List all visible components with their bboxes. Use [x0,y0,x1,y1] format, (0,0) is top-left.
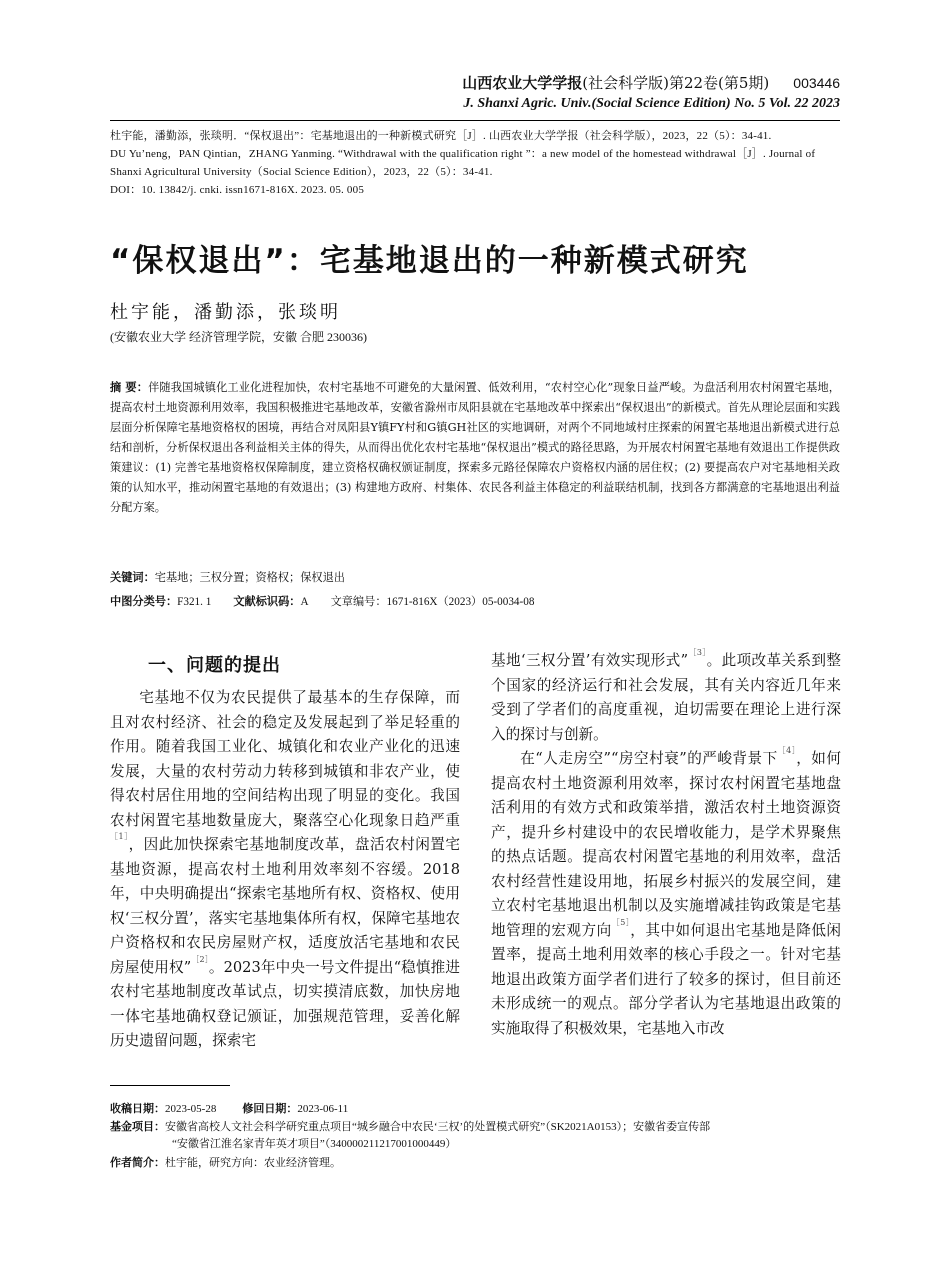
paragraph-text: 。2023年中央一号文件提出“稳慎推进农村宅基地制度改革试点，切实摸清底数，加快房地一体宅基地确权登记颁证，加强规范管理，妥善化解历史遗留问题，探索宅 [110,958,460,1049]
section-heading: 一、问题的提出 [148,655,281,676]
journal-name-en: J. Shanxi Agric. Univ. [463,96,592,111]
journal-header-cn [462,72,840,93]
paragraph-text: ，其中如何退出宅基地是降低闲置率，提高土地利用效率的核心手段之一。针对宅基地退出政策方面学者们进行了较多的探讨，但目前还未形成统一的观点。部分学者认为宅基地退出政策的实施取得了积极效果，宅基地入市改 [491,921,841,1037]
fund-text: 安徽省高校人文社会科学研究重点项目“城乡融合中农民‘三权’的处置模式研究”（SK2021A0153）；安徽省委宣传部 [165,1121,711,1133]
received-label: 收稿日期： [110,1102,165,1115]
fund-label: 基金项目： [110,1120,165,1133]
doc-code-value: A [300,596,309,608]
journal-code: 003446 [793,75,840,91]
author-text: 杜宇能，研究方向：农业经济管理。 [165,1157,341,1169]
reference-marker[interactable]: ［3］ [688,648,707,657]
fund-text-cont: “安徽省江淮名家青年英才项目”（340000211217001000449） [172,1138,457,1150]
citation-en-text: “Withdrawal with the qualification right ”：a new model of the homestead withdrawal［J］. Journal of Shanxi Agricultural University（Social Science Edition），2023，22（5）：34-41. [110,148,816,178]
paragraph [110,686,460,1054]
paragraph-text: 基地‘三权分置’有效实现形式” [491,652,689,669]
journal-name: 山西农业大学学报 [462,74,583,92]
footnote-rule [110,1085,230,1086]
doc-code-label: 文献标识码： [233,595,301,608]
journal-issue-en: No. 5 Vol. 22 2023 [734,96,840,111]
article-title: “保权退出”：宅基地退出的一种新模式研究 [110,243,749,279]
body-column-right [491,649,841,1041]
article-no-label: 文章编号： [330,596,387,608]
header-rule [110,120,840,121]
journal-header-en [463,96,840,112]
abstract-label: 摘 要： [110,381,149,394]
paragraph-text: ，如何提高农村土地资源利用效率，探讨农村闲置宅基地盘活利用的有效方式和政策举措，激活农村土地资源资产，提升乡村建设中的农民增收能力，是学术界聚焦的热点话题。提高农村闲置宅基地的利用效率，盘活农村经营性建设用地，拓展乡村振兴的发展空间，建立农村宅基地退出机制以及实施增减挂钩政策是宅基地管理的宏观方向 [491,750,841,939]
classification-line [110,593,534,609]
keywords-text: 宅基地；三权分置；资格权；保权退出 [154,571,345,584]
footnote-dates [110,1100,840,1118]
article-affiliation: (安徽农业大学 经济管理学院，安徽 合肥 230036) [110,330,367,344]
paragraph-text: ，因此加快探索宅基地制度改革，盘活农村闲置宅基地资源，提高农村土地利用效率刻不容缓。2018年，中央明确提出“探索宅基地所有权、资格权、使用权‘三权分置’，落实宅基地集体所有权，保障宅基地农户资格权和农民房屋财产权，适度放活宅基地和农民房屋使用权” [110,836,460,976]
reference-marker[interactable]: ［5］ [611,917,631,927]
clc-label: 中图分类号： [110,595,178,608]
article-no-value: 1671-816X（2023）05-0034-08 [386,596,535,608]
paragraph-text: 在“人走房空”“房空村衰”的严峻背景下 [520,750,778,767]
keywords-label: 关键词： [110,571,155,584]
paragraph [491,649,841,747]
footnote-fund [110,1118,840,1153]
reference-marker[interactable]: ［4］ [777,746,797,755]
clc-value: F321. 1 [177,596,212,608]
revised-label: 修回日期： [242,1102,298,1115]
article-authors: 杜宇能，潘勤添，张琰明 [110,302,341,323]
paragraph [491,747,841,1041]
body-column-left [110,686,460,1054]
citation-cn: 杜宇能，潘勤添，张琰明．“保权退出”：宅基地退出的一种新模式研究［J］. 山西农业大学学报（社会科学版），2023，22（5）：34-41. [110,130,772,142]
author-label: 作者简介： [110,1156,165,1169]
reference-marker[interactable]: ［1］ [110,832,129,841]
citation-en [110,145,840,181]
reference-marker[interactable]: ［2］ [191,954,209,964]
revised-date: 2023-06-11 [297,1103,349,1115]
paragraph-text: 。此项改革关系到整个国家的经济运行和社会发展，其有关内容近几年来受到了学者们的高度重视，迫切需要在理论上进行深入的探讨与创新。 [491,652,841,743]
abstract-text: 伴随我国城镇化工业化进程加快，农村宅基地不可避免的大量闲置、低效利用，“农村空心化”现象日益严峻。为盘活利用农村闲置宅基地，提高农村土地资源利用效率，我国积极推进宅基地改革，安徽省滁州市凤阳县就在宅基地改革中探索出“保权退出”的新模式。首先从理论层面和实践层面分析保障宅基地资格权的困境，再结合对凤阳县Y镇FY村和G镇GH社区的实地调研，对两个不同地域村庄探索的闲置宅基地退出新模式进行总结和剖析，分析保权退出各利益相关主体的得失，从而得出优化农村宅基地“保权退出”模式的路径思路，为开展农村闲置宅基地有效退出工作提供政策建议：(1) 完善宅基地资格权保障制度，建立资格权确权颁证制度，探索多元路径保障农户资格权内涵的居住权；(2) 要提高农户对宅基地相关政策的认知水平，推动闲置宅基地的有效退出；(3) 构建地方政府、村集体、农民各利益主体稳定的利益联结机制，找到各方都满意的宅基地退出利益分配方案。 [110,381,840,514]
journal-edition: (社会科学版)第22卷(第5期) [582,74,770,92]
citation-en-authors: DU Yu’neng，PAN Qintian，ZHANG Yanming. [110,148,336,160]
journal-edition-en: (Social Science Edition) [591,96,731,111]
paragraph-text: 宅基地不仅为农民提供了最基本的生存保障，而且对农村经济、社会的稳定及发展起到了举足轻重的作用。随着我国工业化、城镇化和农业产业化的迅速发展，大量的农村劳动力转移到城镇和非农产业，使得农村居住用地的空间结构出现了明显的变化。我国农村闲置宅基地数量庞大，聚落空心化现象日趋严重 [110,689,460,829]
keywords [110,569,345,585]
footnote-author [110,1154,840,1172]
abstract [110,378,840,518]
received-date: 2023-05-28 [165,1103,217,1115]
citation-block [110,127,840,199]
citation-doi: DOI：10. 13842/j. cnki. issn1671-816X. 2023. 05. 005 [110,184,365,196]
